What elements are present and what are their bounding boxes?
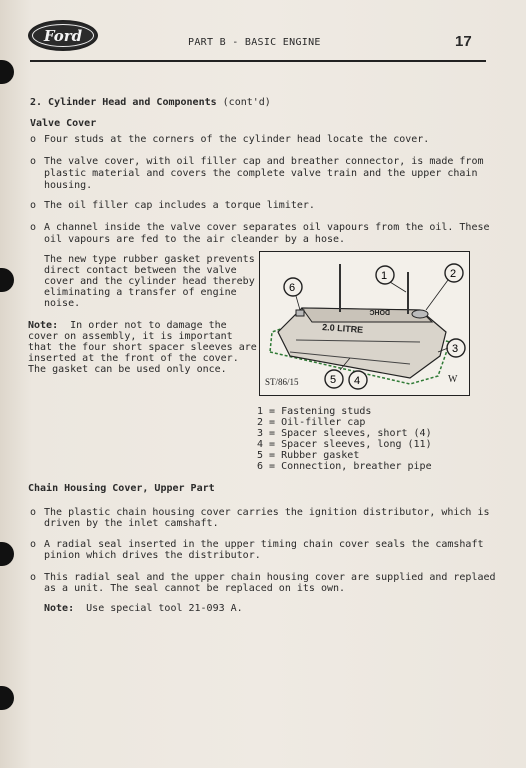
legend-item: 6 = Connection, breather pipe [257,461,432,472]
chain-housing-heading: Chain Housing Cover, Upper Part [28,483,215,494]
callout-2 [445,264,463,282]
gasket-line: cover and the cylinder head thereby [44,276,255,287]
bullet-marker: o [30,572,37,583]
chain-note [44,603,243,615]
bullet-line: This radial seal and the upper chain housing cover are supplied and replaed [44,572,496,583]
chain-note-label: Note: [44,603,75,614]
note-text: In order not to damage the [58,320,227,331]
bullet-line: A channel inside the valve cover separates oil vapours from the oil. These [44,222,490,233]
svg-text:2: 2 [450,268,457,280]
svg-text:4: 4 [354,375,361,387]
leader-line [296,296,300,310]
callout-3 [447,339,465,357]
binder-hole [0,686,14,710]
callout-6 [284,278,302,296]
bullet-line: driven by the inlet camshaft. [44,518,219,529]
callout-4 [349,371,367,389]
note-line: inserted at the front of the cover. [28,353,239,364]
ford-logo [28,20,98,51]
svg-text:5: 5 [330,374,337,386]
svg-text:1: 1 [381,270,388,282]
bullet-line: Four studs at the corners of the cylinder head locate the cover. [44,134,430,145]
header-rule [30,60,486,62]
gasket-line: The new type rubber gasket prevents [44,254,255,265]
bullet-line: plastic material and covers the complete valve train and the upper chain [44,168,478,179]
note-line: cover on assembly, it is important [28,331,233,342]
callout-5 [325,370,343,388]
bullet-line: oil vapours are fed to the air cleander by a hose. [44,234,346,245]
binder-hole [0,268,14,292]
section-title [30,97,271,109]
bullet-marker: o [30,134,37,145]
bullet-line: The oil filler cap includes a torque limiter. [44,200,315,211]
note-label: Note: [28,320,59,331]
binder-hole [0,542,14,566]
bullet-marker: o [30,507,37,518]
valve-cover-figure [259,251,470,396]
leader-line [390,282,406,292]
valve-cover-drawing [260,252,469,395]
bullet-marker: o [30,200,37,211]
legend-item: 5 = Rubber gasket [257,450,360,461]
legend-item: 3 = Spacer sleeves, short (4) [257,428,432,439]
legend-item: 1 = Fastening studs [257,406,372,417]
oil-filler-cap [412,310,428,318]
valve-cover-heading: Valve Cover [30,118,97,129]
binder-hole [0,60,14,84]
bullet-line: as a unit. The seal cannot be replaced on its own. [44,583,346,594]
chain-note-text: Use special tool 21-093 A. [74,603,243,614]
note-line: that the four short spacer sleeves are [28,342,257,353]
cover-lettering: 2.0 LITRE [321,322,364,335]
bullet-line: A radial seal inserted in the upper timing chain cover seals the camshaft [44,539,484,550]
legend-item: 4 = Spacer sleeves, long (11) [257,439,432,450]
section-title-text: 2. Cylinder Head and Components [30,97,217,108]
breather-connection [296,310,304,316]
bullet-line: The plastic chain housing cover carries the ignition distributor, which is [44,507,490,518]
leader-line [426,280,448,310]
figure-reference: ST/86/15 [265,377,299,387]
page-number: 17 [455,33,472,50]
note-line: The gasket can be used only once. [28,364,227,375]
bullet-line: housing. [44,180,93,191]
gasket-line: eliminating a transfer of engine [44,287,237,298]
svg-text:3: 3 [452,343,459,355]
cover-logo-lettering: DOHC [369,308,390,315]
section-header: PART B - BASIC ENGINE [188,37,321,48]
legend-item: 2 = Oil-filler cap [257,417,366,428]
svg-text:6: 6 [289,282,296,294]
figure-mark: W [448,374,458,385]
bullet-marker: o [30,222,37,233]
bullet-marker: o [30,156,37,167]
gasket-line: noise. [44,298,81,309]
bullet-marker: o [30,539,37,550]
bullet-line: pinion which drives the distributor. [44,550,261,561]
ford-logo-text: Ford [32,24,94,47]
callout-1 [376,266,394,284]
bullet-line: The valve cover, with oil filler cap and breather connector, is made from [44,156,484,167]
gasket-line: direct contact between the valve [44,265,237,276]
section-title-suffix: (cont'd) [216,97,271,108]
